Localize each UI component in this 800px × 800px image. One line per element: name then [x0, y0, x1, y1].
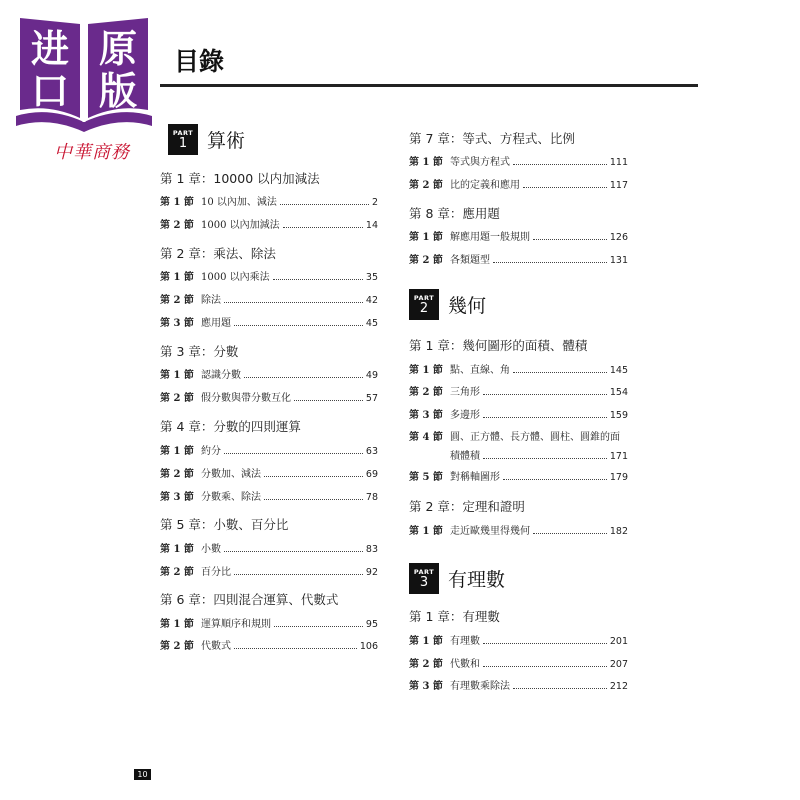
- section-label: 第 2 節: [160, 567, 194, 578]
- chapter-title: 第 4 章：分數的四則運算: [160, 419, 301, 434]
- section-title: 除法: [201, 295, 221, 306]
- section-label: 第 2 節: [160, 641, 194, 652]
- page-number: 111: [609, 157, 628, 168]
- toc-entry[interactable]: [160, 540, 378, 555]
- part-number: 1: [178, 135, 188, 151]
- leader-dots: [234, 574, 363, 575]
- toc-entry[interactable]: [409, 251, 628, 266]
- section-title: 假分數與帶分數互化: [201, 393, 291, 404]
- page-number: 78: [365, 492, 378, 503]
- page-number-badge: 10: [134, 769, 151, 780]
- section-label: 第 1 節: [160, 446, 194, 457]
- toc-entry[interactable]: [160, 291, 378, 306]
- section-label: 第 2 節: [409, 180, 443, 191]
- chapter-title: 第 1 章：10000 以内加減法: [160, 171, 320, 186]
- toc-entry-line-1[interactable]: [409, 428, 628, 443]
- logo-char-2: 原: [98, 27, 138, 71]
- page-number: 42: [365, 295, 378, 306]
- page-number: 117: [609, 180, 628, 191]
- section-label: 第 2 節: [160, 220, 194, 231]
- part-1-header: [168, 124, 245, 155]
- page-number: 212: [609, 681, 628, 692]
- chapter-title: 第 1 章：幾何圖形的面積、體積: [409, 338, 588, 353]
- page-number: 49: [365, 370, 378, 381]
- section-title: 應用題: [201, 318, 231, 329]
- section-title: 約分: [201, 446, 221, 457]
- section-title: 三角形: [450, 387, 480, 398]
- toc-entry[interactable]: [409, 176, 628, 191]
- section-label: 第 4 節: [409, 432, 443, 443]
- part-badge: [409, 289, 439, 320]
- leader-dots: [280, 204, 369, 205]
- section-label: 第 3 節: [160, 318, 194, 329]
- leader-dots: [273, 279, 363, 280]
- page-number: 182: [609, 526, 628, 537]
- toc-entry[interactable]: [409, 383, 628, 398]
- leader-dots: [533, 239, 607, 240]
- page-number: 95: [365, 619, 378, 630]
- leader-dots: [513, 372, 607, 373]
- page-number: 14: [365, 220, 378, 231]
- section-title: 百分比: [201, 567, 231, 578]
- section-title: 小數: [201, 544, 221, 555]
- part-title: 幾何: [448, 295, 487, 317]
- section-title: 比的定義和應用: [450, 180, 520, 191]
- part-number: 2: [419, 300, 429, 316]
- section-label: 第 2 節: [160, 469, 194, 480]
- page-number: 63: [365, 446, 378, 457]
- section-title-continued: 積體積: [450, 451, 480, 462]
- section-title: 代數和: [450, 659, 480, 670]
- part-title: 算術: [207, 130, 246, 152]
- toc-entry[interactable]: [160, 314, 378, 329]
- part-2-header: [409, 289, 486, 320]
- leader-dots: [513, 164, 607, 165]
- section-label: 第 3 節: [409, 410, 443, 421]
- toc-entry[interactable]: [409, 468, 628, 483]
- leader-dots: [523, 187, 607, 188]
- section-label: 第 1 節: [160, 272, 194, 283]
- chapter-title: 第 6 章：四則混合運算、代數式: [160, 592, 339, 607]
- section-label: 第 2 節: [409, 387, 443, 398]
- book-logo-icon: [14, 14, 154, 134]
- section-label: 第 5 節: [409, 472, 443, 483]
- page-number: 2: [371, 197, 378, 208]
- page-number: 131: [609, 255, 628, 266]
- page-number: 201: [609, 636, 628, 647]
- leader-dots: [483, 643, 607, 644]
- page-number: 35: [365, 272, 378, 283]
- toc-entry[interactable]: [409, 655, 628, 670]
- part-3-header: [409, 563, 505, 594]
- page-number: 69: [365, 469, 378, 480]
- leader-dots: [264, 476, 363, 477]
- section-label: 第 2 節: [409, 659, 443, 670]
- logo-char-3: 口: [30, 69, 70, 113]
- section-title: 點、直線、角: [450, 365, 510, 376]
- section-title: 各類題型: [450, 255, 490, 266]
- leader-dots: [234, 648, 357, 649]
- toc-entry[interactable]: [160, 637, 378, 652]
- leader-dots: [493, 262, 607, 263]
- page-number: 83: [365, 544, 378, 555]
- leader-dots: [294, 400, 363, 401]
- part-number: 3: [419, 574, 429, 590]
- part-word: PART: [172, 128, 194, 137]
- publisher-logo: [14, 14, 154, 163]
- toc-entry[interactable]: [409, 361, 628, 376]
- chapter-title: 第 8 章：應用題: [409, 206, 500, 221]
- chapter-title: 第 1 章：有理數: [409, 609, 500, 624]
- section-label: 第 1 節: [409, 365, 443, 376]
- toc-entry[interactable]: [409, 228, 628, 243]
- section-label: 第 2 節: [160, 295, 194, 306]
- page-number: 126: [609, 232, 628, 243]
- toc-entry[interactable]: [409, 153, 628, 168]
- leader-dots: [234, 325, 363, 326]
- section-title: 解應用題一般規則: [450, 232, 530, 243]
- section-label: 第 1 節: [160, 370, 194, 381]
- part-badge: [409, 563, 439, 594]
- section-title: 多邊形: [450, 410, 480, 421]
- toc-entry[interactable]: [160, 442, 378, 457]
- section-title: 圓、正方體、長方體、圓柱、圓錐的面: [450, 432, 620, 443]
- chapter-title: 第 2 章：定理和證明: [409, 499, 525, 514]
- toc-entry[interactable]: [160, 563, 378, 578]
- page-number: 159: [609, 410, 628, 421]
- section-label: 第 1 節: [160, 197, 194, 208]
- logo-subtitle: 中華商務: [54, 142, 130, 163]
- section-title: 1000 以內乘法: [201, 272, 270, 283]
- page-title: 目錄: [174, 47, 225, 76]
- page-number: 154: [609, 387, 628, 398]
- part-word: PART: [413, 567, 435, 576]
- leader-dots: [224, 453, 363, 454]
- chapter-title: 第 3 章：分數: [160, 344, 239, 359]
- toc-entry[interactable]: [409, 677, 628, 692]
- leader-dots: [483, 458, 607, 459]
- section-label: 第 1 節: [409, 526, 443, 537]
- page-number: 179: [609, 472, 628, 483]
- leader-dots: [264, 499, 363, 500]
- leader-dots: [503, 479, 607, 480]
- toc-entry[interactable]: [160, 366, 378, 381]
- logo-char-4: 版: [98, 69, 138, 113]
- section-title: 走近歐幾里得幾何: [450, 526, 530, 537]
- section-label: 第 2 節: [160, 393, 194, 404]
- leader-dots: [513, 688, 607, 689]
- section-label: 第 1 節: [409, 232, 443, 243]
- leader-dots: [244, 377, 363, 378]
- section-title: 1000 以內加減法: [201, 220, 280, 231]
- title-divider: [160, 84, 698, 87]
- section-label: 第 1 節: [409, 636, 443, 647]
- section-title: 代數式: [201, 641, 231, 652]
- leader-dots: [533, 533, 607, 534]
- section-label: 第 2 節: [409, 255, 443, 266]
- section-label: 第 1 節: [160, 544, 194, 555]
- toc-entry[interactable]: [409, 632, 628, 647]
- page-number: 45: [365, 318, 378, 329]
- page-number: 145: [609, 365, 628, 376]
- toc-entry[interactable]: [160, 488, 378, 503]
- page-number: 57: [365, 393, 378, 404]
- leader-dots: [483, 417, 607, 418]
- section-label: 第 1 節: [160, 619, 194, 630]
- page-number: 207: [609, 659, 628, 670]
- leader-dots: [483, 394, 607, 395]
- toc-entry[interactable]: [160, 615, 378, 630]
- section-title: 分數乘、除法: [201, 492, 261, 503]
- part-badge: [168, 124, 198, 155]
- section-title: 運算順序和規則: [201, 619, 271, 630]
- page-number: 92: [365, 567, 378, 578]
- chapter-title: 第 7 章：等式、方程式、比例: [409, 131, 575, 146]
- toc-entry[interactable]: [409, 406, 628, 421]
- part-word: PART: [413, 293, 435, 302]
- section-label: 第 3 節: [160, 492, 194, 503]
- leader-dots: [274, 626, 363, 627]
- toc-entry-line-2[interactable]: [409, 447, 628, 462]
- section-title: 等式與方程式: [450, 157, 510, 168]
- page-number: 171: [609, 451, 628, 462]
- leader-dots: [283, 227, 363, 228]
- toc-entry[interactable]: [160, 193, 378, 208]
- section-title: 10 以內加、減法: [201, 197, 277, 208]
- section-title: 對稱軸圖形: [450, 472, 500, 483]
- section-title: 分數加、減法: [201, 469, 261, 480]
- section-title: 有理數乘除法: [450, 681, 510, 692]
- toc-entry[interactable]: [160, 389, 378, 404]
- chapter-title: 第 5 章：小數、百分比: [160, 517, 289, 532]
- page-number: 106: [359, 641, 378, 652]
- toc-entry[interactable]: [160, 465, 378, 480]
- section-title: 認識分數: [201, 370, 241, 381]
- section-title: 有理數: [450, 636, 480, 647]
- leader-dots: [483, 666, 607, 667]
- section-label: 第 1 節: [409, 157, 443, 168]
- toc-entry[interactable]: [160, 216, 378, 231]
- leader-dots: [224, 551, 363, 552]
- section-label: 第 3 節: [409, 681, 443, 692]
- chapter-title: 第 2 章：乘法、除法: [160, 246, 276, 261]
- toc-entry[interactable]: [160, 268, 378, 283]
- logo-char-1: 进: [30, 27, 70, 71]
- part-title: 有理數: [448, 569, 506, 591]
- leader-dots: [224, 302, 363, 303]
- toc-entry[interactable]: [409, 522, 628, 537]
